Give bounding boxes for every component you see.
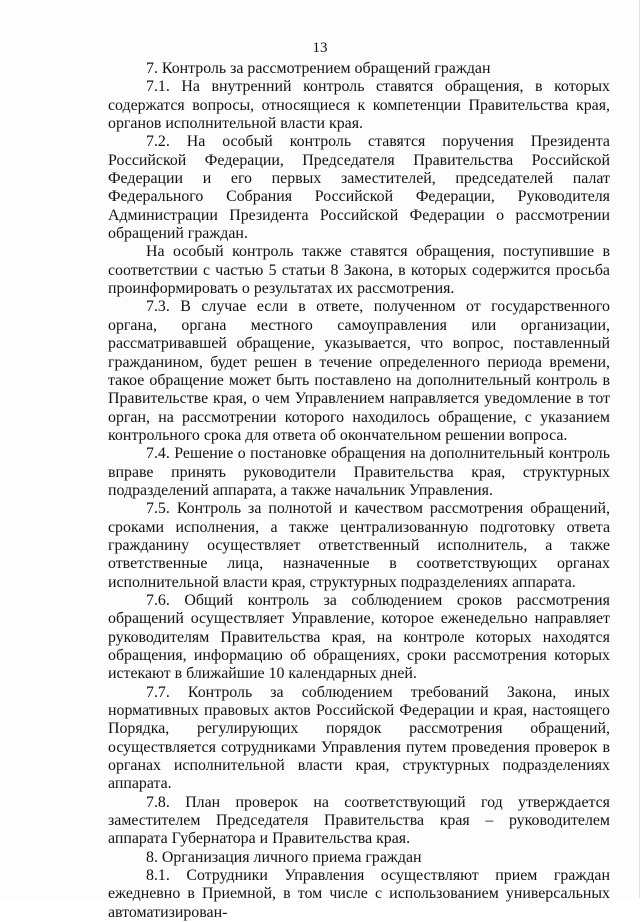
- paragraph: 7.3. В случае если в ответе, полученном от государственного органа, органа местного самоуправления или организации, рассматривавшей обращение, указывается, что вопрос, поставленный гражданином, будет решен в течение определенного периода времени, такое обращение может быть поставлено на дополнительный контроль в Правительстве края, о чем Управлением направляется уведомление в тот орган, на рассмотрении которого находилось обращение, с указанием контрольного срока для ответа об окончательном решении вопроса.: [108, 298, 610, 444]
- paragraph: 7.2. На особый контроль ставятся поручения Президента Российской Федерации, Председателя Правительства Российской Федерации и его первых заместителей, председателей палат Федерального Собрания Российской Федерации, Руководителя Администрации Президента Российской Федерации о рассмотрении обращений граждан.: [108, 133, 610, 243]
- paragraph: 7.4. Решение о постановке обращения на дополнительный контроль вправе принять руководители Правительства края, структурных подразделений аппарата, а также начальник Управления.: [108, 445, 610, 499]
- section-heading: 7. Контроль за рассмотрением обращений граждан: [146, 60, 491, 77]
- paragraph: 7.1. На внутренний контроль ставятся обращения, в которых содержатся вопросы, относящиеся к компетенции Правительства края, органов исполнительной власти края.: [108, 78, 610, 133]
- paragraph: 8.1. Сотрудники Управления осуществляют прием граждан ежедневно в Приемной, в том числе с использованием универсальных автоматизирован-: [108, 867, 610, 921]
- paragraph: 7.5. Контроль за полнотой и качеством рассмотрения обращений, сроками исполнения, а также централизованную подготовку ответа гражданину осуществляет ответственный исполнитель, а также ответственные лица, назначенные в соответствующих органах исполнительной власти края, структурных подразделениях аппарата.: [108, 500, 610, 591]
- page-number: 13: [312, 40, 328, 56]
- document-body: [108, 60, 610, 922]
- paragraph: На особый контроль также ставятся обращения, поступившие в соответствии с частью 5 статьи 8 Закона, в которых содержится просьба проинформировать о результатах их рассмотрения.: [108, 243, 610, 298]
- paragraph: 7.7. Контроль за соблюдением требований Закона, иных нормативных правовых актов Российской Федерации и края, настоящего Порядка, регулирующих порядок рассмотрения обращений, осуществляется сотрудниками Управления путем проведения проверок в органах исполнительной власти края, структурных подразделениях аппарата.: [108, 683, 610, 793]
- paragraph: 7.6. Общий контроль за соблюдением сроков рассмотрения обращений осуществляет Управление, которое еженедельно направляет руководителям Правительства края, на контроле которых находятся обращения, информацию об обращениях, сроки рассмотрения которых истекают в ближайшие 10 календарных дней.: [108, 591, 610, 683]
- section-heading: 8. Организация личного приема граждан: [146, 848, 422, 866]
- paragraph: 7.8. План проверок на соответствующий год утверждается заместителем Председателя Правительства края – руководителем аппарата Губернатора и Правительства края.: [108, 793, 610, 848]
